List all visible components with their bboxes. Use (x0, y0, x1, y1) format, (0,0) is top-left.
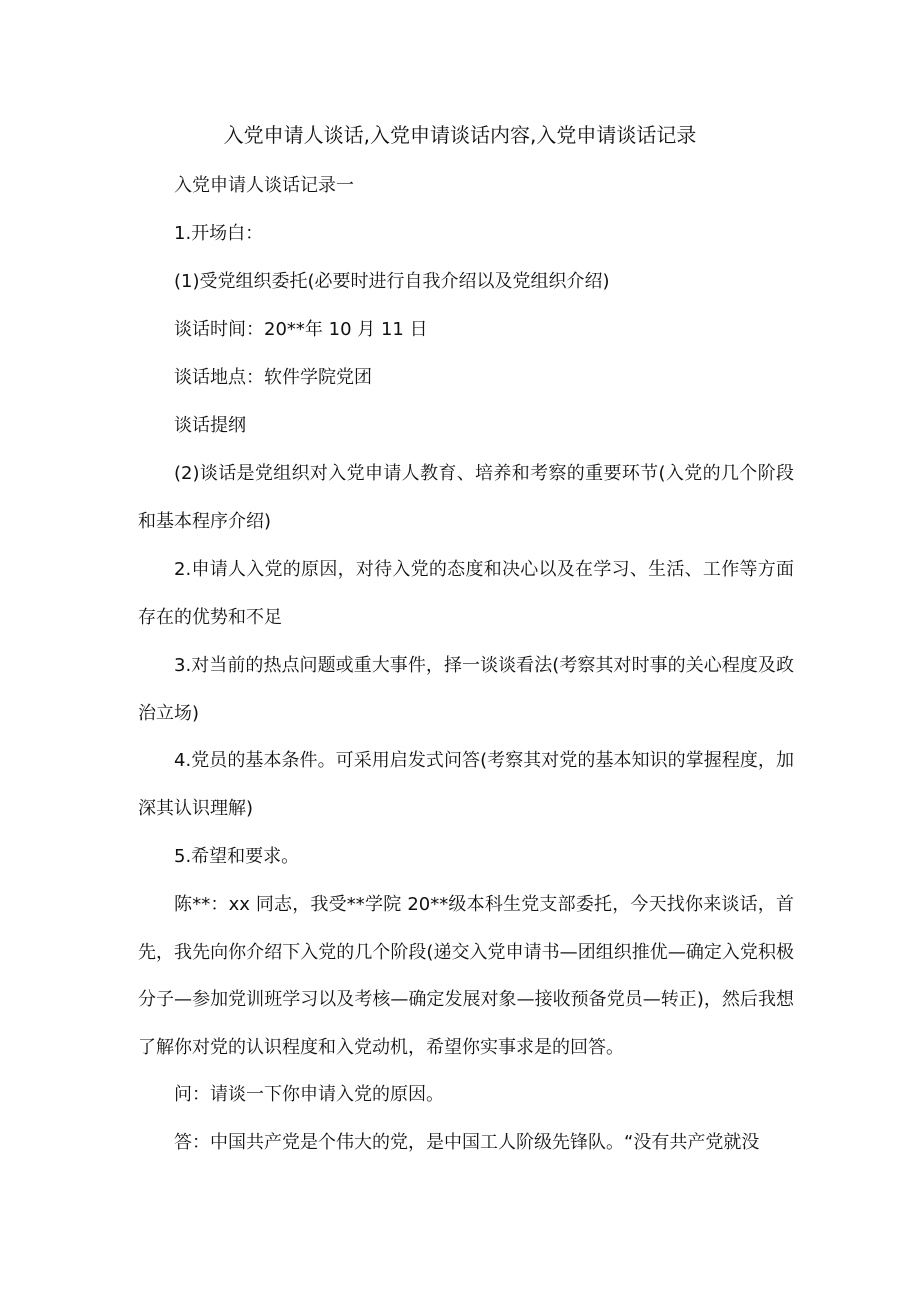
paragraph-opening: 1.开场白： (174, 223, 264, 244)
paragraph-talk-time: 谈话时间：20**年 10 月 11 日 (174, 319, 428, 340)
paragraph-talk-location: 谈话地点：软件学院党团 (174, 367, 372, 388)
paragraph-outline-2: (2)谈话是党组织对入党申请人教育、培养和考察的重要环节(入党的几个阶段和基本程序介绍) (138, 463, 794, 532)
paragraph-answer: 答：中国共产党是个伟大的党，是中国工人阶级先锋队。“没有共产党就没 (174, 1132, 760, 1153)
paragraph-outline-reason: 2.申请人入党的原因，对待入党的态度和决心以及在学习、生活、工作等方面存在的优势和不足 (138, 559, 794, 628)
paragraph-entrusted: (1)受党组织委托(必要时进行自我介绍以及党组织介绍) (174, 271, 610, 292)
paragraph-question: 问：请谈一下你申请入党的原因。 (174, 1084, 444, 1105)
document-title: 入党申请人谈话,入党申请谈话内容,入党申请谈话记录 (223, 123, 697, 147)
paragraph-outline-conditions: 4.党员的基本条件。可采用启发式问答(考察其对党的基本知识的掌握程度，加深其认识理解) (138, 750, 794, 819)
paragraph-record-heading: 入党申请人谈话记录一 (174, 175, 354, 196)
paragraph-outline-hopes: 5.希望和要求。 (174, 846, 300, 867)
paragraph-talk-outline: 谈话提纲 (174, 415, 246, 436)
paragraph-chen-speech: 陈**：xx 同志，我受**学院 20**级本科生党支部委托，今天找你来谈话，首先，我先向你介绍下入党的几个阶段(递交入党申请书—团组织推优—确定入党积极分子—参加党训班学习以及考核—确定发展对象—接收预备党员—转正)，然后我想了解你对党的认识程度和入党动机，希望你实事求是的回答。 (138, 894, 794, 1058)
paragraph-outline-hot-topics: 3.对当前的热点问题或重大事件，择一谈谈看法(考察其对时事的关心程度及政治立场) (138, 655, 794, 724)
